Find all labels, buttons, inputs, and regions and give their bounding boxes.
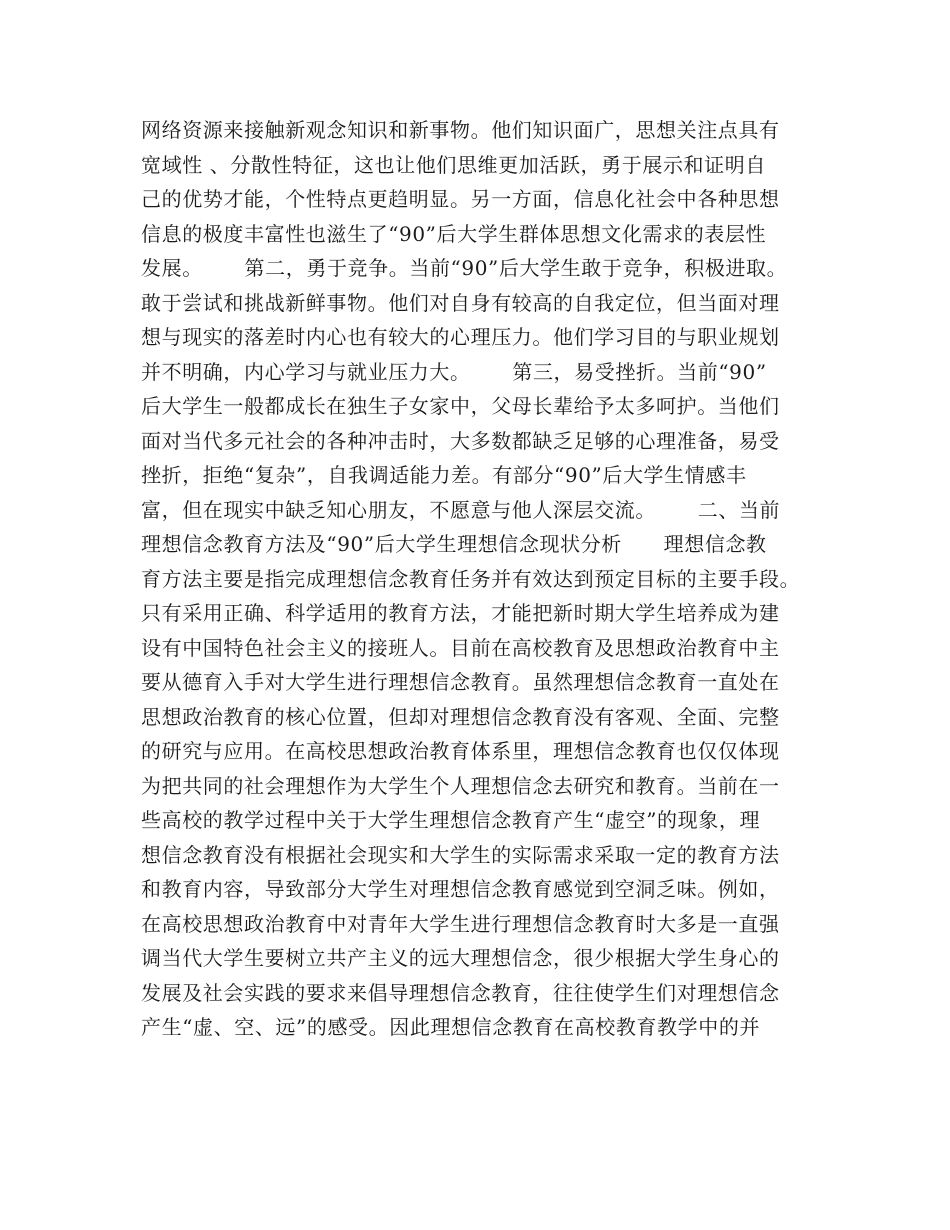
text-line: 面对当代多元社会的各种冲击时，大多数都缺乏足够的心理准备，易受 [141, 428, 780, 453]
body-text [141, 113, 821, 1045]
text-line: 并不明确，内心学习与就业压力大。 第三，易受挫折。当前“90” [141, 359, 767, 384]
text-line: 己的优势才能，个性特点更趋明显。另一方面，信息化社会中各种思想 [141, 187, 780, 211]
text-line: 为把共同的社会理想作为大学生个人理想信念去研究和教育。当前在一 [141, 773, 780, 798]
text-line: 想信念教育没有根据社会现实和大学生的实际需求采取一定的教育方法 [141, 842, 780, 867]
text-line: 些高校的教学过程中关于大学生理想信念教育产生“虚空”的现象，理 [141, 808, 761, 832]
text-line: 信息的极度丰富性也滋生了“90”后大学生群体思想文化需求的表层性 [141, 221, 767, 246]
text-line: 育方法主要是指完成理想信念教育任务并有效达到预定目标的主要手段。 [141, 566, 801, 591]
text-line: 发展及社会实践的要求来倡导理想信念教育，往往使学生们对理想信念 [141, 980, 780, 1005]
text-line: 要从德育入手对大学生进行理想信念教育。虽然理想信念教育一直处在 [141, 670, 780, 694]
text-line: 只有采用正确、科学适用的教育方法，才能把新时期大学生培养成为建 [141, 601, 780, 625]
text-line: 和教育内容，导致部分大学生对理想信念教育感觉到空洞乏味。例如， [141, 877, 780, 901]
text-line: 理想信念教育方法及“90”后大学生理想信念现状分析 理想信念教 [141, 532, 767, 556]
text-line: 挫折，拒绝“复杂”，自我调适能力差。有部分“90”后大学生情感丰 [141, 463, 747, 487]
text-line: 思想政治教育的核心位置，但却对理想信念教育没有客观、全面、完整 [141, 704, 780, 729]
text-line: 敢于尝试和挑战新鲜事物。他们对自身有较高的自我定位，但当面对理 [141, 290, 780, 315]
text-line: 设有中国特色社会主义的接班人。目前在高校教育及思想政治教育中主 [141, 635, 780, 660]
text-line: 产生“虚、空、远”的感受。因此理想信念教育在高校教育教学中的并 [141, 1015, 761, 1039]
text-line: 网络资源来接触新观念知识和新事物。他们知识面广，思想关注点具有 [141, 118, 780, 142]
text-line: 在高校思想政治教育中对青年大学生进行理想信念教育时大多是一直强 [141, 911, 780, 936]
text-line: 调当代大学生要树立共产主义的远大理想信念，很少根据大学生身心的 [141, 946, 780, 970]
text-line: 的研究与应用。在高校思想政治教育体系里，理想信念教育也仅仅体现 [141, 739, 780, 763]
text-line: 后大学生一般都成长在独生子女家中，父母长辈给予太多呵护。当他们 [141, 394, 780, 418]
text-line: 宽域性 、分散性特征，这也让他们思维更加活跃，勇于展示和证明自 [141, 152, 766, 177]
text-line: 发展。 第二，勇于竞争。当前“90”后大学生敢于竞争，积极进取。 [141, 256, 788, 280]
text-line: 富，但在现实中缺乏知心朋友，不愿意与他人深层交流。 二、当前 [141, 497, 781, 522]
text-line: 想与现实的落差时内心也有较大的心理压力。他们学习目的与职业规划 [141, 325, 780, 349]
